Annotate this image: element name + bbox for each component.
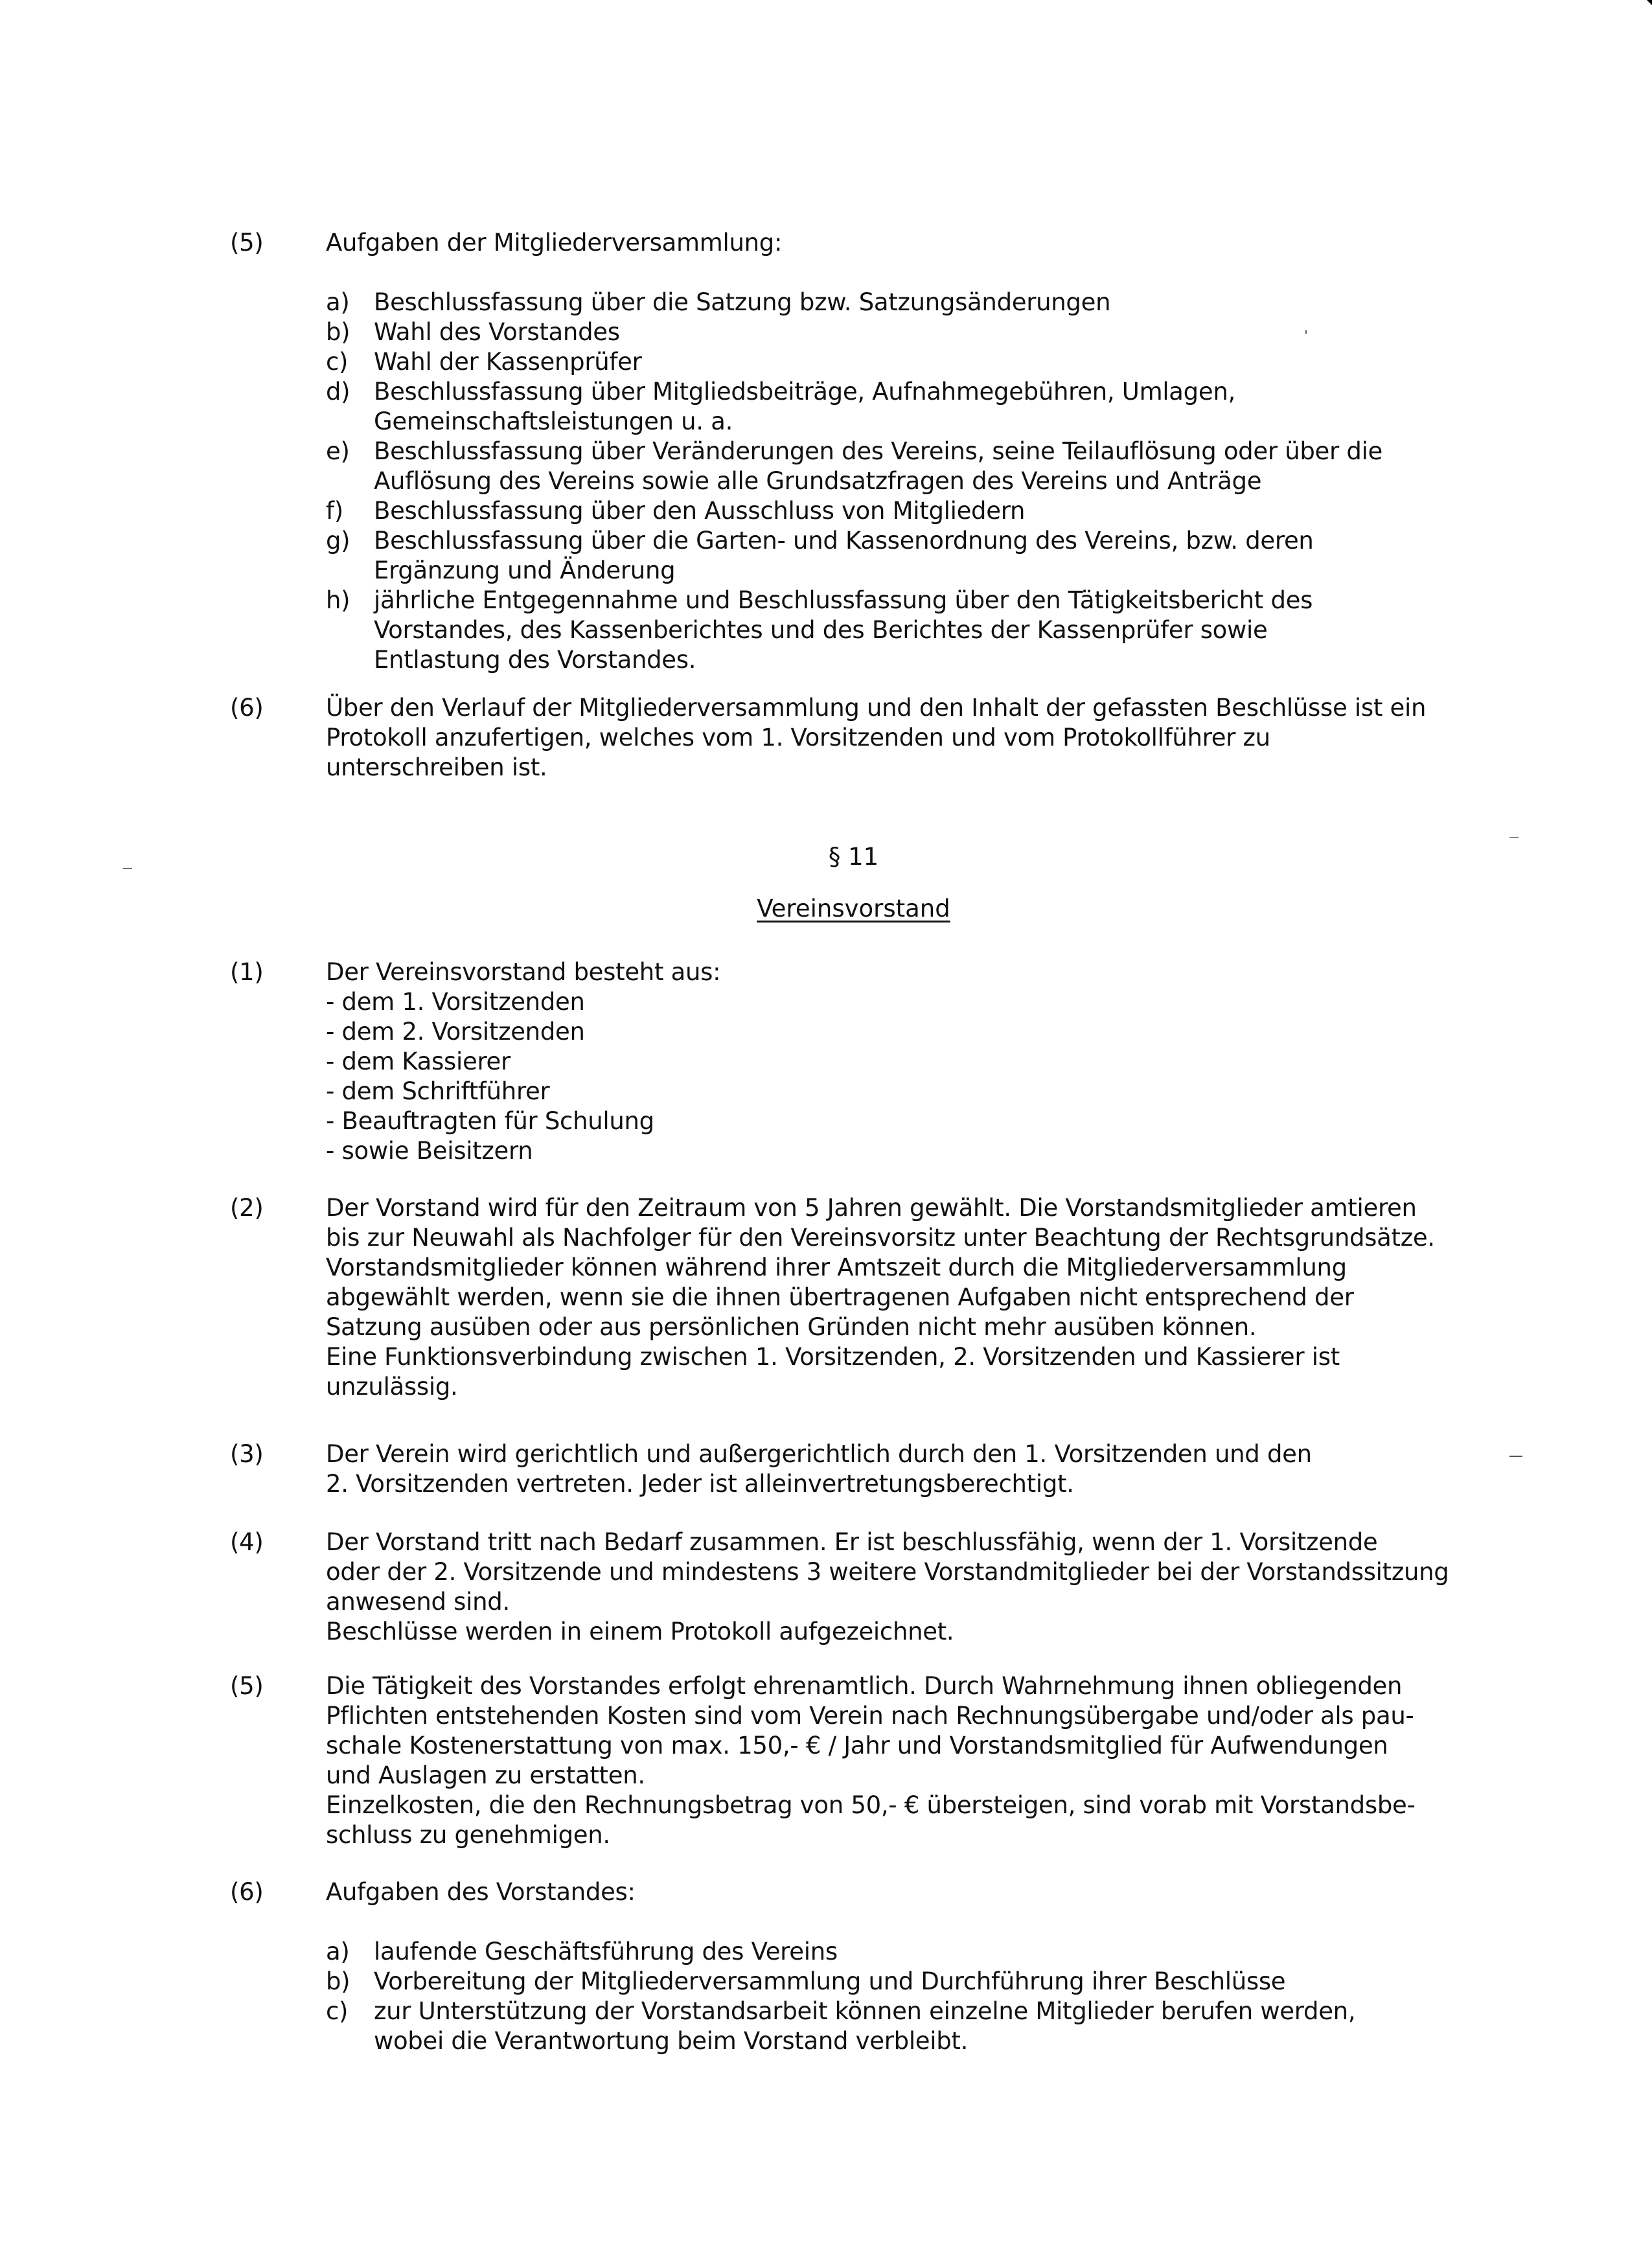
text-line: abgewählt werden, wenn sie die ihnen übertragenen Aufgaben nicht entsprechend der [326, 1283, 1354, 1311]
text-line: Die Tätigkeit des Vorstandes erfolgt ehrenamtlich. Durch Wahrnehmung ihnen obliegenden [326, 1672, 1403, 1700]
list-marker: h) [326, 586, 350, 614]
text-line: und Auslagen zu erstatten. [326, 1761, 645, 1789]
paragraph-3-representation [230, 1439, 1500, 1499]
list-item [326, 437, 1500, 496]
text-line: - dem 1. Vorsitzenden [326, 988, 585, 1016]
text-line: schluss zu genehmigen. [326, 1821, 610, 1849]
scan-corner-mark [1647, 0, 1652, 5]
text-line: Der Vereinsvorstand besteht aus: [326, 958, 721, 986]
list-item-text: wobei die Verantwortung beim Vorstand verbleibt. [374, 2027, 969, 2055]
paragraph-body [326, 957, 1500, 1166]
list-item [326, 496, 1500, 526]
paragraph-4-quorum [230, 1528, 1500, 1647]
scan-speck [1509, 837, 1519, 838]
list-marker: f) [326, 497, 343, 525]
list-item-text: Beschlussfassung über Veränderungen des Vereins, seine Teilauflösung oder über die [374, 437, 1383, 465]
paragraph-6-minutes [230, 693, 1500, 783]
paragraph-5-members-meeting-tasks [230, 228, 1500, 675]
text-line: Vorstandsmitglieder können während ihrer Amtszeit durch die Mitgliederversammlung [326, 1254, 1347, 1281]
text-line: bis zur Neuwahl als Nachfolger für den Vereinsvorsitz unter Beachtung der Rechtsgrundsätze. [326, 1224, 1435, 1252]
text-line: - sowie Beisitzern [326, 1137, 533, 1165]
list-item-text: Ergänzung und Änderung [374, 556, 676, 584]
paragraph-1-board-composition [230, 957, 1500, 1166]
text-line: - Beauftragten für Schulung [326, 1107, 654, 1135]
list-item [326, 1997, 1500, 2056]
paragraph-number: (4) [230, 1528, 264, 1556]
list-item-text: Wahl des Vorstandes [374, 318, 620, 346]
text-line: oder der 2. Vorsitzende und mindestens 3 weitere Vorstandmitglieder bei der Vorstandssitzung [326, 1558, 1449, 1586]
paragraph-body [326, 1439, 1500, 1499]
list-marker: c) [326, 1997, 349, 2025]
list-item-text: Beschlussfassung über Mitgliedsbeiträge, Aufnahmegebühren, Umlagen, [374, 378, 1235, 406]
paragraph-number: (1) [230, 958, 264, 986]
paragraph-number: (6) [230, 694, 264, 722]
text-line: schale Kostenerstattung von max. 150,- € / Jahr und Vorstandsmitglied für Aufwendungen [326, 1732, 1388, 1759]
list-item-text: Beschlussfassung über die Satzung bzw. Satzungsänderungen [374, 288, 1111, 316]
text-line: unzulässig. [326, 1373, 458, 1401]
text-line: 2. Vorsitzenden vertreten. Jeder ist alleinvertretungsberechtigt. [326, 1470, 1074, 1498]
text-line: Der Verein wird gerichtlich und außergerichtlich durch den 1. Vorsitzenden und den [326, 1440, 1312, 1468]
paragraph-body [326, 693, 1500, 783]
list-marker: e) [326, 437, 350, 465]
list-item-text: Gemeinschaftsleistungen u. a. [374, 407, 733, 435]
list-item [326, 586, 1500, 675]
text-line: Über den Verlauf der Mitgliederversammlung und den Inhalt der gefassten Beschlüsse ist ein [326, 694, 1427, 722]
paragraph-6-board-tasks [230, 1877, 1500, 2056]
text-line: Eine Funktionsverbindung zwischen 1. Vorsitzenden, 2. Vorsitzenden und Kassierer ist [326, 1343, 1340, 1371]
text-line: Pflichten entstehenden Kosten sind vom Verein nach Rechnungsübergabe und/oder als pau- [326, 1702, 1414, 1730]
list-item-text: laufende Geschäftsführung des Vereins [374, 1938, 838, 1965]
list-item [326, 377, 1500, 437]
text-line: anwesend sind. [326, 1588, 510, 1616]
list-item-text: Vorstandes, des Kassenberichtes und des Berichtes der Kassenprüfer sowie [374, 616, 1268, 644]
list-marker: a) [326, 1938, 350, 1965]
section-title-wrapper [0, 894, 1652, 924]
list-item-text: zur Unterstützung der Vorstandsarbeit können einzelne Mitglieder berufen werden, [374, 1997, 1356, 2025]
list-marker: a) [326, 288, 350, 316]
list-item-text: Vorbereitung der Mitgliederversammlung und Durchführung ihrer Beschlüsse [374, 1967, 1286, 1995]
paragraph-number: (5) [230, 229, 264, 257]
paragraph-title: Aufgaben des Vorstandes: [326, 1878, 636, 1906]
list-item-text: Auflösung des Vereins sowie alle Grundsatzfragen des Vereins und Anträge [374, 467, 1262, 495]
list-item-text: Wahl der Kassenprüfer [374, 348, 642, 376]
list-item-text: jährliche Entgegennahme und Beschlussfassung über den Tätigkeitsbericht des [374, 586, 1313, 614]
task-list [326, 1937, 1500, 2056]
scan-speck [1305, 330, 1307, 334]
paragraph-body [326, 1528, 1500, 1647]
paragraph-body [326, 1671, 1500, 1850]
paragraph-5-expenses [230, 1671, 1500, 1850]
text-line: unterschreiben ist. [326, 753, 547, 781]
list-marker: b) [326, 318, 350, 346]
text-line: - dem Schriftführer [326, 1077, 550, 1105]
list-item-text: Beschlussfassung über die Garten- und Kassenordnung des Vereins, bzw. deren [374, 527, 1314, 555]
paragraph-number: (6) [230, 1878, 264, 1906]
list-item [326, 347, 1500, 377]
text-line: - dem 2. Vorsitzenden [326, 1018, 585, 1046]
section-title: Vereinsvorstand [757, 895, 950, 922]
list-item [326, 1967, 1500, 1997]
paragraph-number: (3) [230, 1440, 264, 1468]
text-line: Der Vorstand tritt nach Bedarf zusammen. Er ist beschlussfähig, wenn der 1. Vorsitzende [326, 1528, 1378, 1556]
list-item [326, 317, 1500, 347]
list-item-text: Entlastung des Vorstandes. [374, 646, 696, 674]
paragraph-number: (5) [230, 1672, 264, 1700]
paragraph-2-term-of-office [230, 1193, 1500, 1402]
text-line: - dem Kassierer [326, 1048, 511, 1075]
paragraph-number: (2) [230, 1194, 264, 1222]
list-item [326, 526, 1500, 586]
list-item-text: Beschlussfassung über den Ausschluss von Mitgliedern [374, 497, 1026, 525]
paragraph-body [326, 1193, 1500, 1402]
text-line: Beschlüsse werden in einem Protokoll aufgezeichnet. [326, 1618, 954, 1645]
text-line: Protokoll anzufertigen, welches vom 1. Vorsitzenden und vom Protokollführer zu [326, 724, 1270, 751]
list-marker: c) [326, 348, 349, 376]
list-marker: b) [326, 1967, 350, 1995]
list-item [326, 288, 1500, 317]
text-line: Der Vorstand wird für den Zeitraum von 5 Jahren gewählt. Die Vorstandsmitglieder amtieren [326, 1194, 1417, 1222]
text-line: Satzung ausüben oder aus persönlichen Gründen nicht mehr ausüben können. [326, 1313, 1257, 1341]
list-item [326, 1937, 1500, 1967]
list-marker: d) [326, 378, 350, 406]
task-list [326, 288, 1500, 675]
list-marker: g) [326, 527, 350, 555]
text-line: Einzelkosten, die den Rechnungsbetrag von 50,- € übersteigen, sind vorab mit Vorstandsbe- [326, 1791, 1416, 1819]
scan-speck [123, 868, 132, 869]
scan-speck [1509, 1456, 1522, 1457]
section-number: § 11 [828, 843, 879, 871]
paragraph-title: Aufgaben der Mitgliederversammlung: [326, 229, 783, 257]
